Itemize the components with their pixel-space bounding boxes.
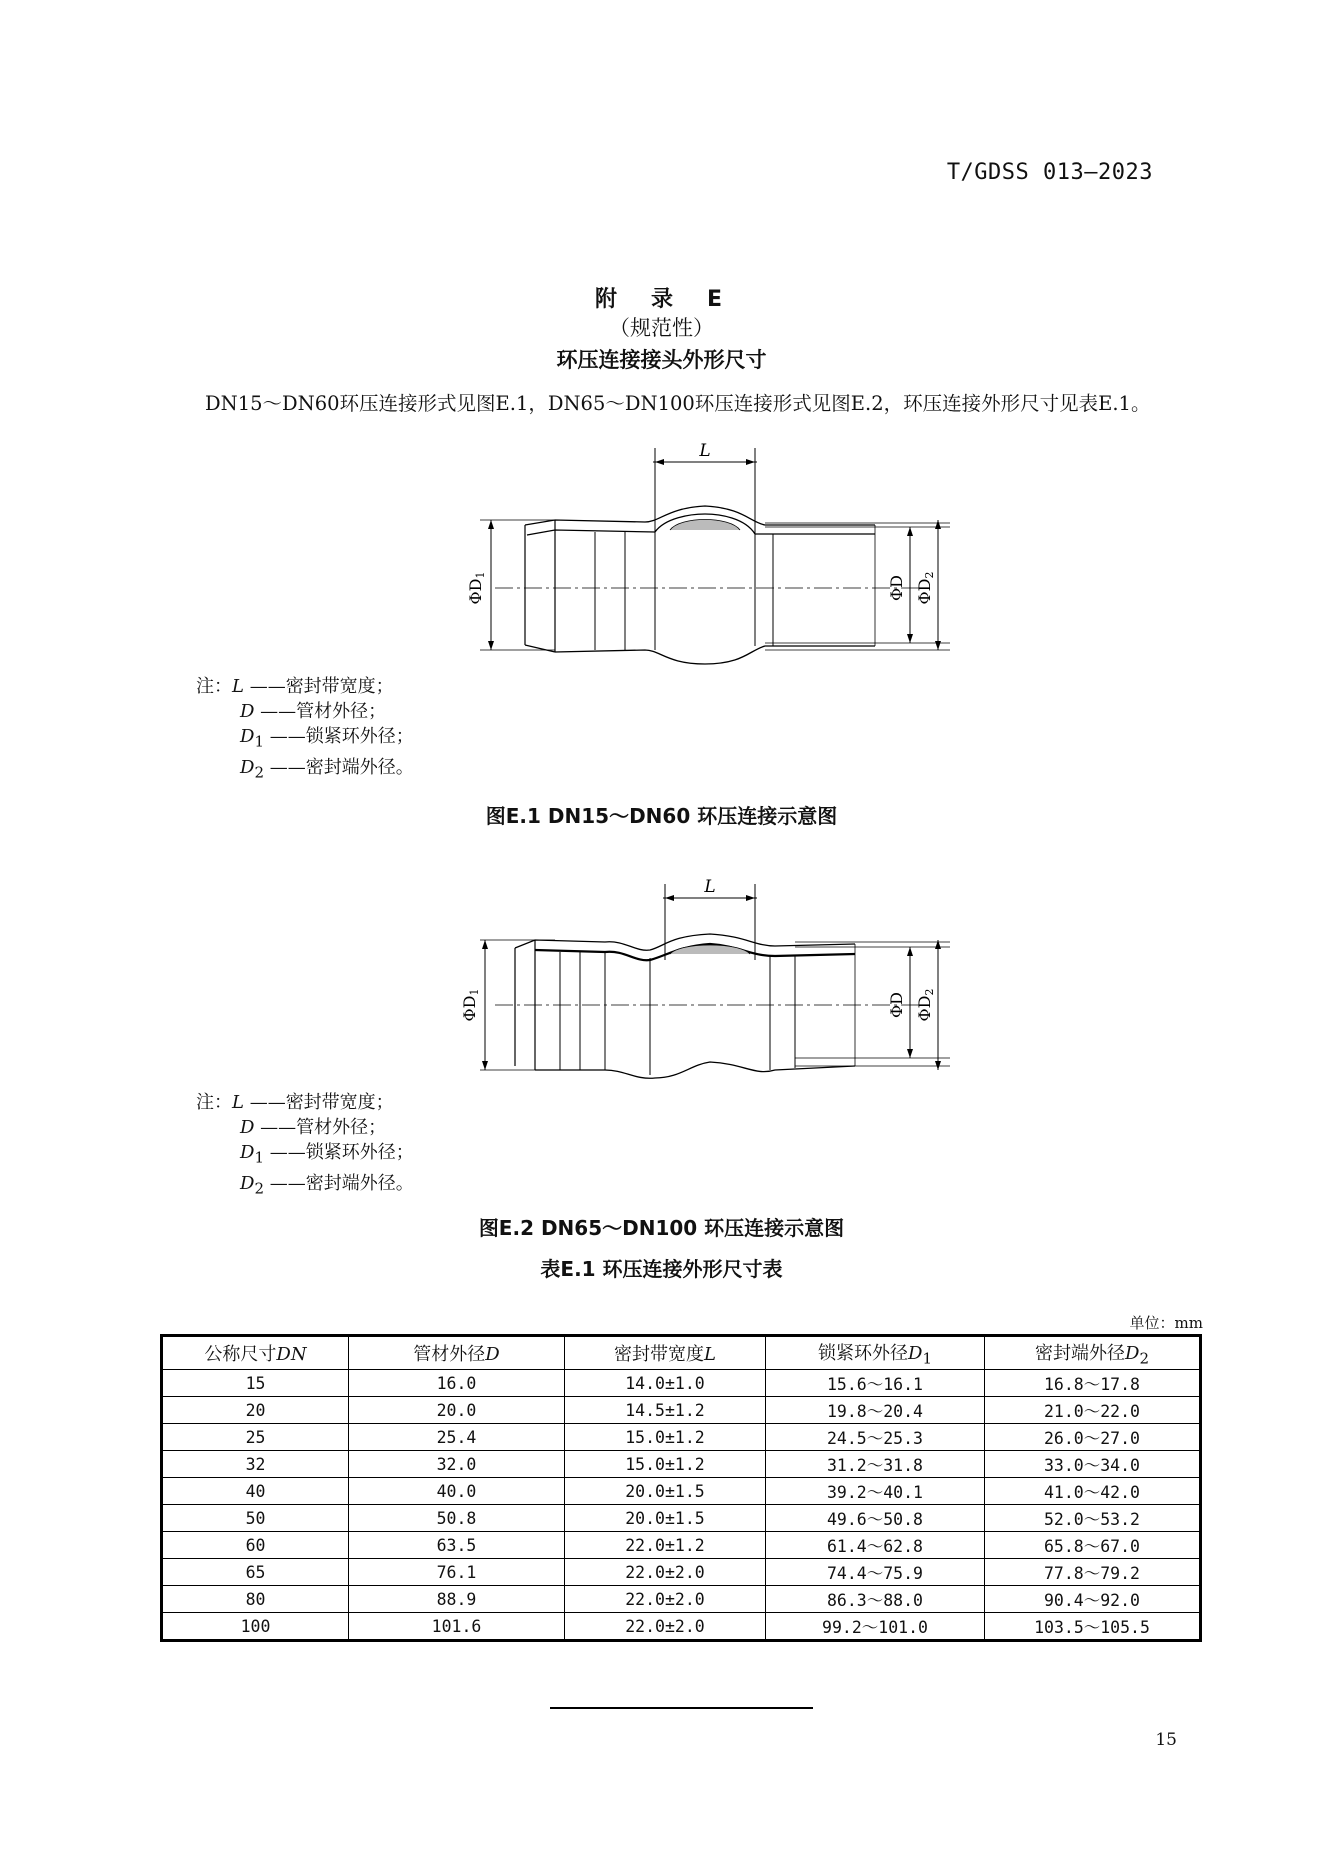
table-cell: 22.0±1.2 (565, 1532, 766, 1559)
figure-e2-notes (196, 1090, 414, 1201)
figure-e1-drawing (455, 430, 955, 665)
table-cell: 90.4～92.0 (985, 1586, 1201, 1613)
table-cell: 32 (162, 1451, 349, 1478)
table-cell: 99.2～101.0 (766, 1613, 985, 1641)
table-cell: 20 (162, 1397, 349, 1424)
table-cell: 15 (162, 1370, 349, 1397)
table-cell: 20.0±1.5 (565, 1478, 766, 1505)
dim-L: L (704, 877, 716, 897)
note-subscript: 1 (254, 732, 264, 751)
table-cell: 33.0～34.0 (985, 1451, 1201, 1478)
table-cell: 49.6～50.8 (766, 1505, 985, 1532)
table-row (162, 1397, 1201, 1424)
table-cell: 61.4～62.8 (766, 1532, 985, 1559)
table-header-cell: 管材外径D (349, 1336, 565, 1370)
table-cell: 15.0±1.2 (565, 1451, 766, 1478)
note-symbol: D (240, 726, 255, 747)
table-cell: 77.8～79.2 (985, 1559, 1201, 1586)
note-subscript: 1 (254, 1148, 264, 1167)
table-row (162, 1613, 1201, 1641)
note-row (196, 755, 414, 786)
note-row (196, 674, 414, 699)
appendix-label: 附 录 E (594, 287, 729, 312)
dim-D: ΦD (887, 992, 906, 1018)
table-row (162, 1559, 1201, 1586)
note-text: ——锁紧环外径； (269, 1142, 414, 1163)
table-row (162, 1505, 1201, 1532)
dim-D: ΦD (887, 575, 906, 601)
intro-paragraph: DN15～DN60环压连接形式见图E.1，DN65～DN100环压连接形式见图E.2，环压连接外形尺寸见表E.1。 (205, 392, 1151, 415)
table-row (162, 1532, 1201, 1559)
table-title: 表E.1 环压连接外形尺寸表 (540, 1257, 783, 1281)
appendix-type: （规范性） (609, 316, 714, 340)
note-row (196, 1090, 414, 1115)
note-text: ——密封端外径。 (269, 756, 414, 778)
note-row (196, 1115, 414, 1140)
table-cell: 50.8 (349, 1505, 565, 1532)
note-subscript: 2 (254, 1179, 264, 1198)
table-cell: 25.4 (349, 1424, 565, 1451)
table-header-cell: 锁紧环外径$D_1$ (766, 1336, 985, 1370)
table-cell: 52.0～53.2 (985, 1505, 1201, 1532)
note-symbol: D (240, 1172, 255, 1194)
table-cell: 26.0～27.0 (985, 1424, 1201, 1451)
note-symbol: D (240, 1117, 255, 1138)
table-cell: 14.0±1.0 (565, 1370, 766, 1397)
table-cell: 88.9 (349, 1586, 565, 1613)
appendix-title: 环压连接接头外形尺寸 (556, 348, 767, 372)
table-header-cell: 密封端外径$D_2$ (985, 1336, 1201, 1370)
table-cell: 50 (162, 1505, 349, 1532)
table-cell: 101.6 (349, 1613, 565, 1641)
figure-e2-drawing (455, 870, 955, 1080)
note-text: ——锁紧环外径； (269, 726, 414, 747)
table-cell: 15.0±1.2 (565, 1424, 766, 1451)
table-cell: 21.0～22.0 (985, 1397, 1201, 1424)
note-text: ——管材外径； (260, 701, 387, 722)
document-code: T/GDSS 013—2023 (946, 160, 1153, 185)
note-symbol: L (232, 1092, 244, 1113)
table-cell: 103.5～105.5 (985, 1613, 1201, 1641)
table-cell: 24.5～25.3 (766, 1424, 985, 1451)
table-cell: 22.0±2.0 (565, 1586, 766, 1613)
note-text: ——密封带宽度； (249, 1092, 394, 1113)
table-row (162, 1451, 1201, 1478)
dim-D2: ΦD2 (915, 988, 936, 1022)
table-cell: 32.0 (349, 1451, 565, 1478)
table-cell: 41.0～42.0 (985, 1478, 1201, 1505)
note-subscript: 2 (254, 763, 264, 782)
note-row (196, 699, 414, 724)
note-text: ——密封端外径。 (269, 1172, 414, 1194)
note-row (196, 1140, 414, 1171)
table-cell: 20.0 (349, 1397, 565, 1424)
table-cell: 16.8～17.8 (985, 1370, 1201, 1397)
note-prefix: 注： (196, 676, 232, 697)
table-cell: 65.8～67.0 (985, 1532, 1201, 1559)
table-cell: 20.0±1.5 (565, 1505, 766, 1532)
note-row (196, 724, 414, 755)
note-symbol: D (240, 1142, 255, 1163)
table-cell: 40 (162, 1478, 349, 1505)
end-rule (550, 1707, 813, 1709)
figure-e2-caption: 图E.2 DN65～DN100 环压连接示意图 (478, 1216, 845, 1240)
table-cell: 14.5±1.2 (565, 1397, 766, 1424)
table-row (162, 1586, 1201, 1613)
dim-L: L (699, 441, 711, 461)
dim-D2: ΦD2 (915, 571, 936, 605)
table-row (162, 1370, 1201, 1397)
table-header-row (162, 1336, 1201, 1370)
note-symbol: D (240, 756, 255, 778)
table-row (162, 1424, 1201, 1451)
note-symbol: D (240, 701, 255, 722)
note-prefix: 注： (196, 1092, 232, 1113)
table-cell: 39.2～40.1 (766, 1478, 985, 1505)
table-cell: 16.0 (349, 1370, 565, 1397)
table-row (162, 1478, 1201, 1505)
note-text: ——管材外径； (260, 1117, 387, 1138)
table-cell: 22.0±2.0 (565, 1559, 766, 1586)
table-cell: 76.1 (349, 1559, 565, 1586)
table-cell: 22.0±2.0 (565, 1613, 766, 1641)
table-header-cell: 公称尺寸DN (162, 1336, 349, 1370)
note-row (196, 1171, 414, 1202)
table-header-cell: 密封带宽度L (565, 1336, 766, 1370)
figure-e1-caption: 图E.1 DN15～DN60 环压连接示意图 (485, 804, 838, 828)
table-cell: 63.5 (349, 1532, 565, 1559)
table-cell: 80 (162, 1586, 349, 1613)
dim-D1: ΦD1 (466, 571, 487, 605)
table-cell: 86.3～88.0 (766, 1586, 985, 1613)
page-number: 15 (1155, 1730, 1177, 1750)
table-cell: 15.6～16.1 (766, 1370, 985, 1397)
table-cell: 31.2～31.8 (766, 1451, 985, 1478)
figure-e1-notes (196, 674, 414, 785)
dim-D1: ΦD1 (460, 988, 481, 1022)
table-cell: 74.4～75.9 (766, 1559, 985, 1586)
table-cell: 65 (162, 1559, 349, 1586)
table-cell: 60 (162, 1532, 349, 1559)
table-cell: 25 (162, 1424, 349, 1451)
note-text: ——密封带宽度； (249, 676, 394, 697)
table-cell: 40.0 (349, 1478, 565, 1505)
table-cell: 100 (162, 1613, 349, 1641)
table-unit: 单位：mm (1129, 1314, 1203, 1332)
dimension-table (160, 1334, 1202, 1642)
note-symbol: L (232, 676, 244, 697)
table-cell: 19.8～20.4 (766, 1397, 985, 1424)
